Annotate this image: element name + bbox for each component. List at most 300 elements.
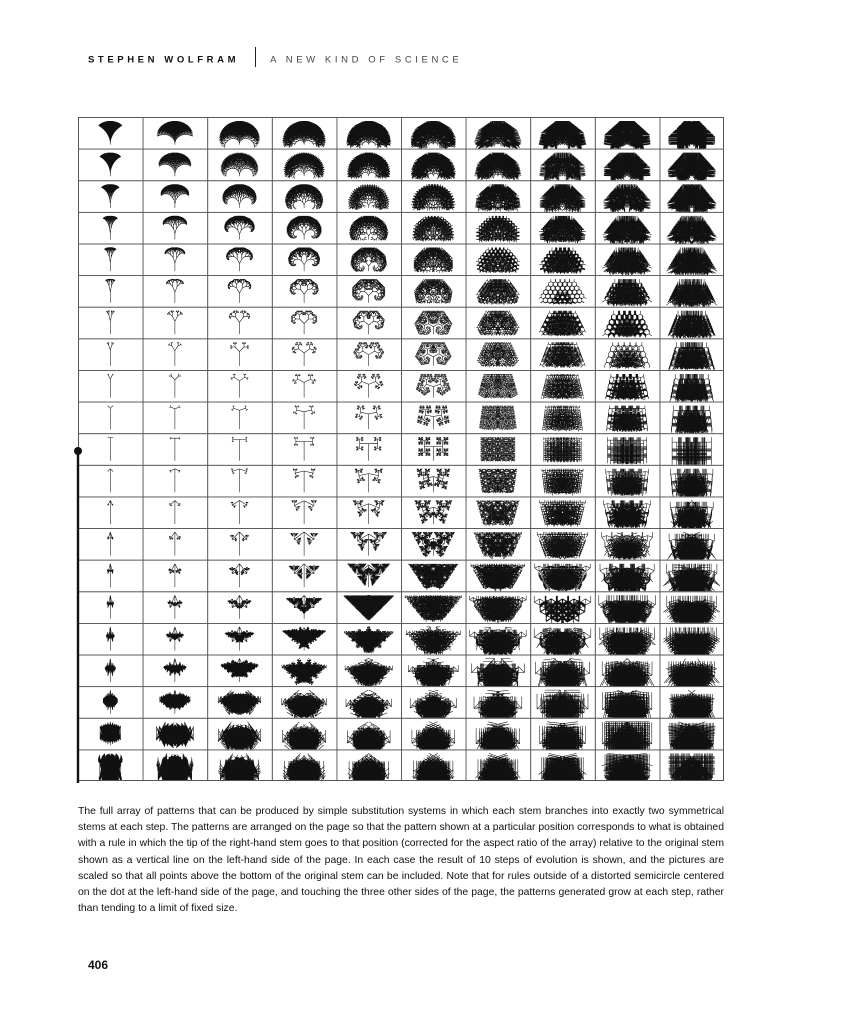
branching-pattern xyxy=(218,722,260,753)
pattern-cell xyxy=(143,339,208,371)
branching-pattern xyxy=(415,342,451,366)
pattern-cell xyxy=(402,655,467,689)
cell-border xyxy=(272,560,337,592)
branching-pattern xyxy=(602,279,652,306)
branching-pattern xyxy=(108,469,113,493)
pattern-cell xyxy=(660,529,724,562)
cell-border xyxy=(337,434,402,466)
pattern-cell xyxy=(660,370,724,402)
pattern-cell xyxy=(402,623,467,655)
pattern-cell xyxy=(272,402,337,434)
pattern-cell xyxy=(79,118,144,150)
pattern-cell xyxy=(531,592,596,625)
cell-border xyxy=(402,212,467,244)
branching-pattern xyxy=(169,532,181,556)
branching-pattern xyxy=(539,153,585,182)
pattern-cell xyxy=(208,529,273,561)
pattern-cell xyxy=(595,529,660,561)
branching-pattern xyxy=(231,500,248,524)
pattern-cell xyxy=(531,276,596,308)
pattern-cell xyxy=(337,118,402,150)
pattern-cell xyxy=(402,370,467,402)
cell-border xyxy=(208,370,273,402)
pattern-cell xyxy=(466,465,531,497)
branching-pattern xyxy=(107,342,114,366)
branching-pattern xyxy=(229,311,250,335)
pattern-cell xyxy=(143,307,208,339)
cell-border xyxy=(337,560,402,592)
branching-pattern xyxy=(669,753,715,781)
pattern-cell xyxy=(79,687,144,719)
branching-pattern xyxy=(476,279,520,305)
branching-pattern xyxy=(537,532,588,559)
pattern-cell xyxy=(143,718,208,750)
pattern-cell xyxy=(531,307,596,339)
branching-pattern xyxy=(108,437,113,461)
pattern-cell xyxy=(272,339,337,371)
branching-pattern xyxy=(411,121,456,149)
cell-border xyxy=(79,402,144,434)
branching-pattern xyxy=(230,342,248,366)
pattern-cell xyxy=(660,560,724,596)
branching-pattern xyxy=(671,406,712,434)
pattern-cell xyxy=(531,434,596,466)
pattern-cell xyxy=(272,276,337,308)
cell-border xyxy=(208,339,273,371)
pattern-cell xyxy=(143,118,208,150)
cell-border xyxy=(143,529,208,561)
pattern-cell xyxy=(208,370,273,402)
branching-pattern xyxy=(156,753,193,781)
pattern-cell xyxy=(272,307,337,339)
pattern-cell xyxy=(208,339,273,371)
branching-pattern xyxy=(106,627,114,651)
pattern-cell xyxy=(337,497,402,529)
pattern-cell xyxy=(79,497,144,529)
pattern-cell xyxy=(660,655,724,694)
pattern-cell xyxy=(79,592,144,624)
pattern-cell xyxy=(337,592,402,624)
branching-pattern xyxy=(355,406,382,430)
branching-pattern xyxy=(537,690,588,728)
pattern-cell xyxy=(595,465,660,497)
branching-pattern xyxy=(166,279,183,303)
branching-pattern xyxy=(159,153,191,177)
branching-pattern xyxy=(476,311,519,336)
branching-pattern xyxy=(602,248,652,276)
pattern-cell xyxy=(143,244,208,276)
pattern-cell xyxy=(466,750,531,781)
branching-pattern xyxy=(539,248,586,275)
pattern-cell xyxy=(466,655,531,691)
pattern-cell xyxy=(337,149,402,181)
branching-pattern xyxy=(600,659,654,694)
pattern-cell xyxy=(208,212,273,244)
pattern-cell xyxy=(337,623,402,655)
origin-dot xyxy=(74,447,82,455)
pattern-cell xyxy=(337,212,402,244)
branching-pattern xyxy=(417,406,449,430)
pattern-cell xyxy=(208,497,273,529)
branching-pattern xyxy=(344,595,393,620)
branching-pattern xyxy=(225,627,254,651)
pattern-cell xyxy=(208,307,273,339)
branching-pattern xyxy=(599,628,656,662)
branching-pattern xyxy=(671,469,713,498)
pattern-cell xyxy=(208,687,273,719)
branching-pattern xyxy=(293,406,315,430)
branching-pattern xyxy=(544,437,581,462)
pattern-cell xyxy=(531,339,596,371)
cell-border xyxy=(272,339,337,371)
pattern-cell xyxy=(79,655,144,687)
pattern-cell xyxy=(208,149,273,181)
branching-pattern xyxy=(230,532,249,556)
pattern-cell xyxy=(531,687,596,729)
branching-pattern xyxy=(107,564,113,588)
branching-pattern xyxy=(218,753,260,781)
pattern-cell xyxy=(143,655,208,687)
branching-pattern xyxy=(108,500,113,524)
branching-pattern xyxy=(477,342,519,367)
pattern-cell xyxy=(143,402,208,434)
branching-pattern xyxy=(476,248,520,273)
pattern-cell xyxy=(660,623,724,662)
branching-pattern xyxy=(477,500,519,526)
pattern-cell xyxy=(272,592,337,624)
branching-pattern xyxy=(534,628,591,658)
pattern-cell xyxy=(337,529,402,561)
cell-border xyxy=(208,465,273,497)
pattern-cell xyxy=(272,244,337,276)
pattern-cell xyxy=(402,276,467,308)
pattern-array-figure xyxy=(78,117,724,781)
pattern-cell xyxy=(79,181,144,213)
pattern-cell xyxy=(466,181,531,213)
branching-pattern xyxy=(539,121,587,151)
pattern-cell xyxy=(208,465,273,497)
pattern-cell xyxy=(272,560,337,592)
pattern-cell xyxy=(337,750,402,781)
pattern-cell xyxy=(595,339,660,371)
branching-pattern xyxy=(231,374,248,398)
pattern-cell xyxy=(595,592,660,628)
pattern-cell xyxy=(79,244,144,276)
branching-pattern xyxy=(219,121,260,148)
pattern-cell xyxy=(337,402,402,434)
pattern-cell xyxy=(531,529,596,561)
pattern-cell xyxy=(272,434,337,466)
pattern-cell xyxy=(143,212,208,244)
pattern-cell xyxy=(466,149,531,181)
branching-pattern xyxy=(605,374,649,401)
branching-pattern xyxy=(169,564,182,588)
cell-border xyxy=(402,402,467,434)
branching-pattern xyxy=(345,659,392,688)
pattern-cell xyxy=(595,655,660,694)
pattern-cell xyxy=(466,718,531,758)
branching-pattern xyxy=(412,722,455,758)
branching-pattern xyxy=(405,595,461,622)
pattern-cell xyxy=(466,434,531,466)
branching-pattern xyxy=(103,216,118,240)
branching-pattern xyxy=(416,374,451,398)
pattern-cell xyxy=(143,623,208,655)
branching-pattern xyxy=(534,596,591,625)
branching-pattern xyxy=(157,121,193,145)
branching-pattern xyxy=(99,121,123,145)
branching-pattern xyxy=(292,342,317,366)
branching-pattern xyxy=(470,627,527,657)
branching-pattern xyxy=(603,216,652,244)
branching-pattern xyxy=(105,279,115,303)
branching-pattern xyxy=(229,564,250,588)
pattern-cell xyxy=(660,592,724,630)
branching-pattern xyxy=(231,469,248,493)
branching-pattern xyxy=(228,279,251,303)
pattern-cell xyxy=(595,560,660,594)
pattern-cell xyxy=(466,687,531,726)
cell-border xyxy=(208,560,273,592)
branching-pattern xyxy=(600,564,654,595)
cell-border xyxy=(272,402,337,434)
pattern-cell xyxy=(143,592,208,624)
branching-pattern xyxy=(350,248,387,272)
branching-pattern xyxy=(604,500,651,528)
branching-pattern xyxy=(105,659,115,683)
branching-pattern xyxy=(170,406,181,430)
pattern-cell xyxy=(402,560,467,592)
branching-pattern xyxy=(602,311,651,338)
branching-pattern xyxy=(283,722,326,757)
pattern-cell xyxy=(595,370,660,402)
pattern-cell xyxy=(660,276,724,308)
running-head-divider xyxy=(255,47,256,67)
pattern-cell xyxy=(208,244,273,276)
pattern-cell xyxy=(337,655,402,687)
branching-pattern xyxy=(476,216,519,243)
branching-pattern xyxy=(352,279,385,303)
pattern-cell xyxy=(402,750,467,781)
branching-pattern xyxy=(605,342,650,369)
branching-pattern xyxy=(286,595,322,619)
pattern-cell xyxy=(272,118,337,150)
branching-pattern xyxy=(540,184,585,212)
pattern-cell xyxy=(531,465,596,497)
branching-pattern xyxy=(351,532,387,556)
pattern-cell xyxy=(272,181,337,213)
pattern-cell xyxy=(595,149,660,182)
cell-border xyxy=(79,434,144,466)
pattern-cell xyxy=(402,149,467,181)
branching-pattern xyxy=(474,690,522,725)
branching-pattern xyxy=(539,279,586,305)
pattern-cell xyxy=(79,529,144,561)
branching-pattern xyxy=(664,659,719,695)
branching-pattern xyxy=(346,690,391,722)
branching-pattern xyxy=(346,121,391,148)
pattern-cell xyxy=(272,750,337,781)
cell-border xyxy=(208,434,273,466)
branching-pattern xyxy=(163,216,187,240)
pattern-cell xyxy=(79,623,144,655)
cell-border xyxy=(79,465,144,497)
cell-border xyxy=(337,497,402,529)
cell-border xyxy=(208,307,273,339)
branching-pattern xyxy=(663,627,720,662)
pattern-cell xyxy=(660,750,724,781)
pattern-cell xyxy=(531,370,596,402)
branching-pattern xyxy=(474,532,522,559)
branching-pattern xyxy=(294,437,314,461)
pattern-cell xyxy=(466,244,531,276)
pattern-cell xyxy=(208,181,273,213)
pattern-cell xyxy=(595,623,660,661)
pattern-cell xyxy=(337,718,402,756)
branching-pattern xyxy=(417,469,450,493)
pattern-cell xyxy=(466,529,531,561)
branching-pattern xyxy=(408,659,458,690)
branching-pattern xyxy=(414,248,453,273)
branching-pattern xyxy=(414,311,452,335)
pattern-cell xyxy=(272,465,337,497)
running-head-book-title: A NEW KIND OF SCIENCE xyxy=(270,54,463,66)
branching-pattern xyxy=(479,469,517,494)
branching-pattern xyxy=(293,469,315,493)
branching-pattern xyxy=(608,437,647,464)
branching-pattern xyxy=(606,406,647,432)
branching-pattern xyxy=(170,500,181,524)
pattern-cell xyxy=(143,560,208,592)
cell-border xyxy=(402,465,467,497)
pattern-cell xyxy=(208,750,273,781)
pattern-cell xyxy=(79,465,144,497)
pattern-cell xyxy=(208,276,273,308)
pattern-cell xyxy=(337,307,402,339)
branching-pattern xyxy=(287,216,322,240)
pattern-cell xyxy=(531,149,596,181)
branching-pattern xyxy=(670,374,714,402)
branching-pattern xyxy=(100,153,121,177)
branching-pattern xyxy=(348,564,390,588)
branching-pattern xyxy=(293,374,316,398)
pattern-cell xyxy=(595,276,660,308)
cell-border xyxy=(337,529,402,561)
pattern-cell xyxy=(79,212,144,244)
pattern-cell xyxy=(143,370,208,402)
pattern-cell xyxy=(660,212,724,245)
cell-border xyxy=(208,529,273,561)
pattern-cell xyxy=(660,497,724,530)
branching-pattern xyxy=(415,500,452,524)
pattern-cell xyxy=(660,149,724,184)
branching-pattern xyxy=(540,342,586,368)
branching-pattern xyxy=(354,374,383,398)
pattern-cell xyxy=(79,402,144,434)
pattern-cell xyxy=(660,465,724,497)
pattern-cell xyxy=(143,750,208,781)
branching-pattern xyxy=(232,437,247,461)
branching-pattern xyxy=(107,595,114,619)
pattern-cell xyxy=(402,687,467,723)
pattern-cell xyxy=(337,560,402,592)
pattern-cell xyxy=(531,402,596,434)
running-head xyxy=(88,50,462,70)
branching-pattern xyxy=(412,753,454,781)
branching-pattern xyxy=(282,690,327,719)
pattern-cell xyxy=(272,687,337,720)
figure-caption: The full array of patterns that can be produced by simple substitution systems in which each stem branches into exactly two symmetrical stems at each step. The patterns are arranged on the page so that the pattern shown at a particular position corresponds to what is obtained with a rule in which the tip of the right-hand stem goes to that position (corrected for the aspect ratio of the array) relative to the original stem shown as a vertical line on the left-hand side of the page. In each case the result of 10 steps of evolution is shown, and the pictures are scaled so that all points above the bottom of the original stem can be included. Note that for rules outside of a distorted semicircle centered on the dot at the left-hand side of the page, and touching the three other sides of the page, the patterns generated grow at each step, rather than tending to a limit of fixed size. xyxy=(78,806,724,915)
pattern-cell xyxy=(466,623,531,656)
branching-pattern xyxy=(282,659,326,686)
pattern-cell xyxy=(79,339,144,371)
pattern-cell xyxy=(595,434,660,466)
branching-pattern xyxy=(161,184,189,208)
pattern-cell xyxy=(531,181,596,213)
cell-border xyxy=(272,465,337,497)
branching-pattern xyxy=(108,532,114,556)
pattern-cell xyxy=(143,465,208,497)
branching-pattern xyxy=(98,753,122,781)
pattern-cell xyxy=(531,623,596,657)
pattern-cell xyxy=(143,687,208,719)
pattern-cell xyxy=(531,497,596,529)
pattern-cell xyxy=(79,560,144,592)
pattern-cell xyxy=(595,750,660,781)
cell-border xyxy=(143,497,208,529)
branching-pattern xyxy=(165,248,185,272)
branching-pattern xyxy=(667,690,717,728)
branching-pattern xyxy=(478,374,518,398)
pattern-cell xyxy=(272,529,337,561)
branching-pattern xyxy=(283,627,325,651)
pattern-cell xyxy=(466,497,531,529)
branching-pattern xyxy=(406,627,460,655)
pattern-cell xyxy=(79,434,144,466)
pattern-cell xyxy=(272,370,337,402)
pattern-cell xyxy=(143,497,208,529)
cell-border xyxy=(337,465,402,497)
branching-pattern xyxy=(160,690,190,714)
pattern-cell xyxy=(208,623,273,655)
pattern-cell xyxy=(660,181,724,215)
pattern-cell xyxy=(402,181,467,213)
branching-pattern xyxy=(221,659,258,683)
pattern-cell xyxy=(660,307,724,339)
branching-pattern xyxy=(602,753,653,781)
branching-pattern xyxy=(100,722,120,746)
pattern-cell xyxy=(272,655,337,687)
branching-pattern xyxy=(476,753,521,781)
cell-border xyxy=(208,497,273,529)
branching-pattern xyxy=(414,279,453,304)
reference-stem xyxy=(70,440,84,785)
branching-pattern xyxy=(606,469,649,496)
pattern-cell xyxy=(208,560,273,592)
branching-pattern xyxy=(471,564,525,592)
pattern-cell xyxy=(79,370,144,402)
branching-pattern xyxy=(666,279,717,308)
branching-pattern xyxy=(668,121,715,153)
branching-pattern xyxy=(345,627,393,653)
pattern-cell xyxy=(402,718,467,757)
cell-border xyxy=(337,402,402,434)
cell-border xyxy=(272,529,337,561)
branching-pattern xyxy=(412,216,454,242)
pattern-cell xyxy=(660,339,724,371)
branching-pattern xyxy=(168,595,183,619)
branching-pattern xyxy=(349,216,389,241)
